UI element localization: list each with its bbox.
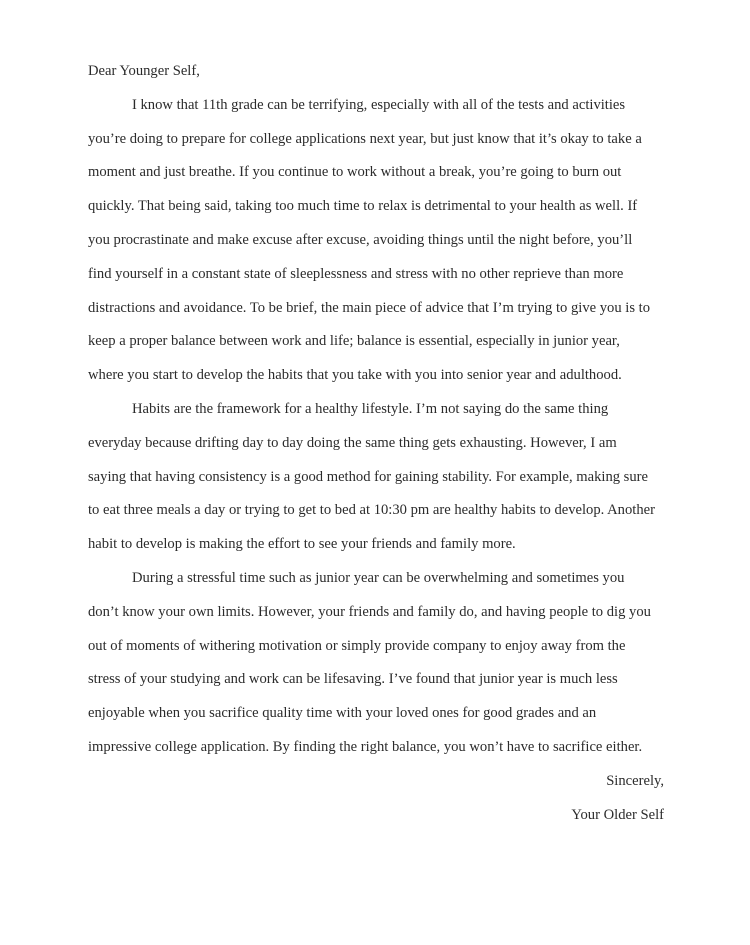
paragraph-line: distractions and avoidance. To be brief, the main piece of advice that I’m trying to give you is to [88,299,651,316]
paragraph-line: moment and just breathe. If you continue to work without a break, you’re going to burn out [88,164,622,181]
paragraph-line: quickly. That being said, taking too much time to relax is detrimental to your health as well. If [88,198,638,215]
closing: Sincerely, [606,772,664,789]
paragraph-line: Habits are the framework for a healthy lifestyle. I’m not saying do the same thing [132,400,609,417]
paragraph-1 [88,89,664,393]
paragraph-line: to eat three meals a day or trying to get to bed at 10:30 pm are healthy habits to develop. Another [88,502,655,519]
paragraph-line: stress of your studying and work can be lifesaving. I’ve found that junior year is much less [88,671,618,688]
paragraph-line: During a stressful time such as junior year can be overwhelming and sometimes you [132,569,625,586]
paragraph-line: find yourself in a constant state of sleeplessness and stress with no other reprieve than more [88,265,624,282]
paragraph-line: where you start to develop the habits that you take with you into senior year and adulthood. [88,367,622,384]
paragraph-3 [88,562,664,765]
letter-page [88,55,664,832]
paragraph-line: saying that having consistency is a good method for gaining stability. For example, making sure [88,468,648,485]
paragraph-line: you’re doing to prepare for college applications next year, but just know that it’s okay to take a [88,130,642,147]
paragraph-line: keep a proper balance between work and life; balance is essential, especially in junior year, [88,333,620,350]
signature: Your Older Self [571,806,664,823]
paragraph-line: don’t know your own limits. However, your friends and family do, and having people to dig you [88,603,651,620]
paragraph-line: I know that 11th grade can be terrifying, especially with all of the tests and activities [132,96,626,113]
salutation: Dear Younger Self, [88,63,200,79]
paragraph-line: everyday because drifting day to day doing the same thing gets exhausting. However, I am [88,434,617,451]
paragraph-2 [88,393,664,562]
paragraph-line: habit to develop is making the effort to see your friends and family more. [88,536,516,553]
paragraph-line: enjoyable when you sacrifice quality time with your loved ones for good grades and an [88,705,597,722]
paragraph-line: out of moments of withering motivation or simply provide company to enjoy away from the [88,637,626,654]
paragraph-line: impressive college application. By finding the right balance, you won’t have to sacrifice either. [88,738,643,755]
paragraph-line: you procrastinate and make excuse after excuse, avoiding things until the night before, you’ll [88,231,633,248]
